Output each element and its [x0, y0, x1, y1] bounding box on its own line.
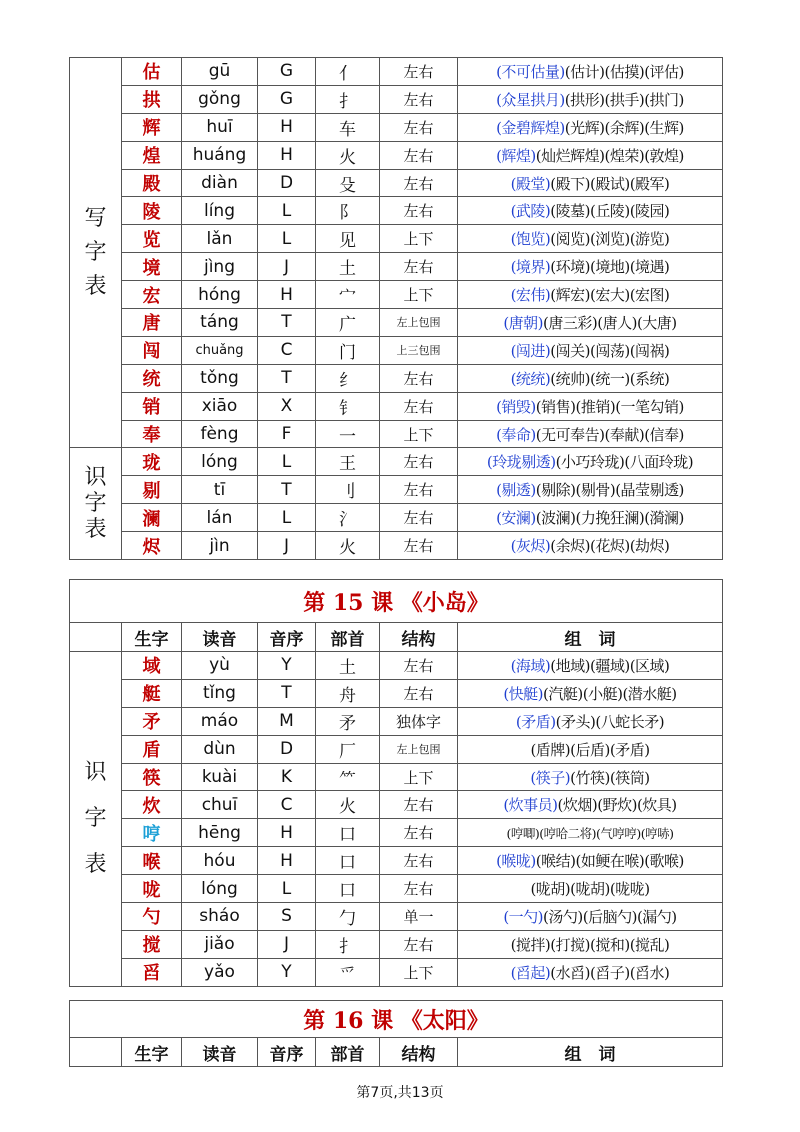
pinyin-cell: jìng — [182, 253, 258, 281]
structure-cell: 上下 — [380, 420, 458, 448]
table-row — [70, 847, 723, 875]
letter-cell: H — [258, 281, 316, 309]
letter-cell: G — [258, 85, 316, 113]
lesson-16-table — [69, 1000, 723, 1067]
char-cell: 宏 — [122, 281, 182, 309]
pinyin-cell: huī — [182, 113, 258, 141]
char-cell: 估 — [122, 58, 182, 86]
pinyin-cell: lǎn — [182, 225, 258, 253]
header-structure: 结构 — [380, 623, 458, 652]
table-row — [70, 141, 723, 169]
radical-cell: 王 — [316, 448, 380, 476]
letter-cell: J — [258, 253, 316, 281]
structure-cell: 左右 — [380, 679, 458, 707]
table-row — [70, 679, 723, 707]
highlight-word: (唐朝) — [503, 313, 544, 332]
category-read-table-char: 字 — [84, 490, 107, 516]
words-cell — [458, 281, 723, 309]
header-radical: 部首 — [316, 623, 380, 652]
words-cell — [458, 958, 723, 986]
letter-cell: L — [258, 504, 316, 532]
char-cell: 境 — [122, 253, 182, 281]
letter-cell: Y — [258, 958, 316, 986]
words-cell — [458, 679, 723, 707]
radical-cell: 宀 — [316, 281, 380, 309]
radical-cell: 勹 — [316, 903, 380, 931]
highlight-word: (快艇) — [503, 684, 544, 703]
radical-cell: 殳 — [316, 169, 380, 197]
other-words: (波澜)(力挽狂澜)(漪澜) — [535, 509, 684, 528]
letter-cell: H — [258, 113, 316, 141]
words-cell — [458, 652, 723, 680]
letter-cell: H — [258, 141, 316, 169]
structure-cell: 左右 — [380, 847, 458, 875]
table-row — [70, 336, 723, 364]
radical-cell: 爫 — [316, 958, 380, 986]
radical-cell: 土 — [316, 253, 380, 281]
structure-cell: 左右 — [380, 253, 458, 281]
structure-cell: 左右 — [380, 392, 458, 420]
other-words: (盾牌)(后盾)(矛盾) — [530, 740, 650, 759]
char-cell: 殿 — [122, 169, 182, 197]
lesson-16-title: 第 16 课 《太阳》 — [70, 1001, 723, 1038]
table-row — [70, 875, 723, 903]
letter-cell: D — [258, 169, 316, 197]
words-cell — [458, 448, 723, 476]
structure-cell: 左右 — [380, 819, 458, 847]
pinyin-cell: tī — [182, 476, 258, 504]
radical-cell: 口 — [316, 875, 380, 903]
letter-cell: T — [258, 309, 316, 337]
radical-cell: 舟 — [316, 679, 380, 707]
table-row — [70, 58, 723, 86]
char-cell: 陵 — [122, 197, 182, 225]
pinyin-cell: huáng — [182, 141, 258, 169]
table-row — [70, 930, 723, 958]
table-row — [70, 735, 723, 763]
header-blank — [70, 1038, 122, 1067]
structure-cell: 独体字 — [380, 707, 458, 735]
highlight-word: (喉咙) — [496, 852, 536, 871]
pinyin-cell: lán — [182, 504, 258, 532]
char-cell: 览 — [122, 225, 182, 253]
highlight-word: (闯进) — [510, 341, 551, 360]
pinyin-cell: dùn — [182, 735, 258, 763]
header-pinyin: 读音 — [182, 623, 258, 652]
table-row — [70, 903, 723, 931]
structure-cell: 左右 — [380, 113, 458, 141]
highlight-word: (灰烬) — [510, 537, 551, 556]
other-words: (统帅)(统一)(系统) — [550, 369, 670, 388]
char-cell: 拱 — [122, 85, 182, 113]
words-cell — [458, 875, 723, 903]
structure-cell: 左上包围 — [380, 735, 458, 763]
words-cell — [458, 735, 723, 763]
pinyin-cell: gū — [182, 58, 258, 86]
highlight-word: (一勺) — [503, 907, 544, 926]
other-words: (拱形)(拱手)(拱门) — [564, 90, 684, 109]
char-cell: 勺 — [122, 903, 182, 931]
table-row — [70, 504, 723, 532]
structure-cell: 上下 — [380, 763, 458, 791]
highlight-word: (海域) — [510, 656, 551, 675]
radical-cell: 火 — [316, 141, 380, 169]
other-words: (咙胡)(咙胡)(咙咙) — [530, 880, 650, 899]
pinyin-cell: diàn — [182, 169, 258, 197]
letter-cell: L — [258, 197, 316, 225]
highlight-word: (销毁) — [496, 397, 536, 416]
highlight-word: (筷子) — [530, 768, 571, 787]
pinyin-cell: chuī — [182, 791, 258, 819]
letter-cell: Y — [258, 652, 316, 680]
highlight-word: (众星拱月) — [496, 90, 565, 109]
words-cell — [458, 392, 723, 420]
letter-cell: G — [258, 58, 316, 86]
char-cell: 剔 — [122, 476, 182, 504]
table-row — [70, 958, 723, 986]
page-footer: 第7页,共13页 — [356, 1085, 444, 1101]
other-words: (哼唧)(哼哈二将)(气哼哼)(哼哧) — [506, 825, 674, 841]
other-words: (汽艇)(小艇)(潜水艇) — [543, 684, 677, 703]
words-cell — [458, 58, 723, 86]
table-row — [70, 652, 723, 680]
words-cell — [458, 819, 723, 847]
letter-cell: C — [258, 791, 316, 819]
radical-cell: 扌 — [316, 930, 380, 958]
char-cell: 烬 — [122, 532, 182, 560]
table-row — [70, 197, 723, 225]
char-cell: 唐 — [122, 309, 182, 337]
other-words: (汤勺)(后脑勺)(漏勺) — [543, 907, 677, 926]
other-words: (小巧玲珑)(八面玲珑) — [555, 453, 694, 472]
words-cell — [458, 532, 723, 560]
letter-cell: K — [258, 763, 316, 791]
char-cell: 筷 — [122, 763, 182, 791]
category-read-table — [70, 448, 122, 560]
structure-cell: 左右 — [380, 85, 458, 113]
words-cell — [458, 225, 723, 253]
char-cell: 艇 — [122, 679, 182, 707]
letter-cell: L — [258, 448, 316, 476]
table-row — [70, 225, 723, 253]
table-row — [70, 476, 723, 504]
letter-cell: J — [258, 532, 316, 560]
letter-cell: C — [258, 336, 316, 364]
words-cell — [458, 336, 723, 364]
other-words: (剔除)(剔骨)(晶莹剔透) — [535, 481, 684, 500]
structure-cell: 左右 — [380, 504, 458, 532]
char-cell: 销 — [122, 392, 182, 420]
category-write-table-char: 表 — [84, 273, 107, 299]
header-char: 生字 — [122, 1038, 182, 1067]
highlight-word: (炊事员) — [503, 796, 558, 815]
radical-cell: 阝 — [316, 197, 380, 225]
structure-cell: 上三包围 — [380, 336, 458, 364]
highlight-word: (金碧辉煌) — [496, 118, 565, 137]
other-words: (辉宏)(宏大)(宏图) — [550, 286, 670, 305]
other-words: (殿下)(殿试)(殿军) — [550, 174, 670, 193]
char-cell: 奉 — [122, 420, 182, 448]
radical-cell: 亻 — [316, 58, 380, 86]
pinyin-cell: máo — [182, 707, 258, 735]
radical-cell: 广 — [316, 309, 380, 337]
words-cell — [458, 903, 723, 931]
header-letter: 音序 — [258, 623, 316, 652]
table-row — [70, 392, 723, 420]
other-words: (阅览)(浏览)(游览) — [550, 230, 670, 249]
table-row — [70, 309, 723, 337]
letter-cell: J — [258, 930, 316, 958]
pinyin-cell: gǒng — [182, 85, 258, 113]
pinyin-cell: hóng — [182, 281, 258, 309]
other-words: (闯关)(闯荡)(闯祸) — [550, 341, 670, 360]
other-words: (销售)(推销)(一笔勾销) — [535, 397, 684, 416]
highlight-word: (玲珑剔透) — [486, 453, 556, 472]
char-cell: 矛 — [122, 707, 182, 735]
structure-cell: 左右 — [380, 141, 458, 169]
highlight-word: (境界) — [510, 258, 551, 277]
table-row — [70, 85, 723, 113]
radical-cell: 见 — [316, 225, 380, 253]
structure-cell: 左右 — [380, 930, 458, 958]
char-cell: 搅 — [122, 930, 182, 958]
radical-cell: ⺮ — [316, 763, 380, 791]
pinyin-cell: táng — [182, 309, 258, 337]
other-words: (陵墓)(丘陵)(陵园) — [550, 202, 670, 221]
letter-cell: L — [258, 875, 316, 903]
header-radical: 部首 — [316, 1038, 380, 1067]
radical-cell: 矛 — [316, 707, 380, 735]
words-cell — [458, 197, 723, 225]
radical-cell: 刂 — [316, 476, 380, 504]
category-read-table-char: 识 — [84, 464, 107, 490]
category-read-table — [70, 652, 122, 987]
other-words: (矛头)(八蛇长矛) — [555, 712, 665, 731]
letter-cell: X — [258, 392, 316, 420]
highlight-word: (宏伟) — [510, 286, 551, 305]
pinyin-cell: jiǎo — [182, 930, 258, 958]
category-write-table-char: 写 — [84, 205, 107, 231]
other-words: (余烬)(花烬)(劫烬) — [550, 537, 670, 556]
other-words: (光辉)(余辉)(生辉) — [564, 118, 684, 137]
letter-cell: S — [258, 903, 316, 931]
radical-cell: 门 — [316, 336, 380, 364]
words-cell — [458, 763, 723, 791]
table-row — [70, 113, 723, 141]
letter-cell: T — [258, 364, 316, 392]
header-words: 组 词 — [458, 623, 723, 652]
other-words: (环境)(境地)(境遇) — [550, 258, 670, 277]
words-cell — [458, 420, 723, 448]
char-cell: 珑 — [122, 448, 182, 476]
lesson-15-title: 第 15 课 《小岛》 — [70, 580, 723, 623]
radical-cell: 纟 — [316, 364, 380, 392]
structure-cell: 上下 — [380, 225, 458, 253]
highlight-word: (奉命) — [496, 425, 536, 444]
radical-cell: 厂 — [316, 735, 380, 763]
other-words: (无可奉告)(奉献)(信奉) — [535, 425, 684, 444]
table-row — [70, 281, 723, 309]
header-char: 生字 — [122, 623, 182, 652]
structure-cell: 左右 — [380, 197, 458, 225]
structure-cell: 左右 — [380, 364, 458, 392]
highlight-word: (统统) — [510, 369, 551, 388]
pinyin-cell: yù — [182, 652, 258, 680]
char-cell: 哼 — [122, 819, 182, 847]
other-words: (搅拌)(打搅)(搅和)(搅乱) — [510, 935, 670, 954]
radical-cell: 钅 — [316, 392, 380, 420]
words-cell — [458, 707, 723, 735]
structure-cell: 左右 — [380, 532, 458, 560]
vocab-table-continued — [69, 57, 723, 560]
pinyin-cell: tǐng — [182, 679, 258, 707]
category-read-table-char: 表 — [84, 516, 107, 542]
highlight-word: (安澜) — [496, 509, 536, 528]
header-words: 组 词 — [458, 1038, 723, 1067]
highlight-word: (剔透) — [496, 481, 536, 500]
pinyin-cell: tǒng — [182, 364, 258, 392]
structure-cell: 左上包围 — [380, 309, 458, 337]
char-cell: 盾 — [122, 735, 182, 763]
other-words: (炊烟)(野炊)(炊具) — [557, 796, 677, 815]
letter-cell: H — [258, 819, 316, 847]
table-row — [70, 169, 723, 197]
char-cell: 炊 — [122, 791, 182, 819]
pinyin-cell: lóng — [182, 875, 258, 903]
structure-cell: 左右 — [380, 448, 458, 476]
category-write-table-char: 字 — [84, 239, 107, 265]
highlight-word: (舀起) — [510, 963, 551, 982]
highlight-word: (辉煌) — [496, 146, 536, 165]
table-row — [70, 819, 723, 847]
words-cell — [458, 113, 723, 141]
radical-cell: 口 — [316, 819, 380, 847]
header-structure: 结构 — [380, 1038, 458, 1067]
highlight-word: (饱览) — [510, 230, 551, 249]
radical-cell: 车 — [316, 113, 380, 141]
table-row — [70, 532, 723, 560]
table-row — [70, 253, 723, 281]
words-cell — [458, 141, 723, 169]
char-cell: 澜 — [122, 504, 182, 532]
char-cell: 煌 — [122, 141, 182, 169]
pinyin-cell: jìn — [182, 532, 258, 560]
words-cell — [458, 85, 723, 113]
table-row — [70, 791, 723, 819]
char-cell: 舀 — [122, 958, 182, 986]
words-cell — [458, 791, 723, 819]
radical-cell: 扌 — [316, 85, 380, 113]
highlight-word: (矛盾) — [515, 712, 556, 731]
words-cell — [458, 476, 723, 504]
letter-cell: T — [258, 476, 316, 504]
lesson-15-table — [69, 579, 723, 987]
char-cell: 闯 — [122, 336, 182, 364]
structure-cell: 左右 — [380, 875, 458, 903]
other-words: (地域)(疆域)(区域) — [550, 656, 670, 675]
highlight-word: (武陵) — [510, 202, 551, 221]
structure-cell: 左右 — [380, 169, 458, 197]
highlight-word: (不可估量) — [496, 62, 565, 81]
header-pinyin: 读音 — [182, 1038, 258, 1067]
structure-cell: 左右 — [380, 791, 458, 819]
other-words: (喉结)(如鲠在喉)(歌喉) — [535, 852, 684, 871]
other-words: (水舀)(舀子)(舀水) — [550, 963, 670, 982]
other-words: (估计)(估摸)(评估) — [564, 62, 684, 81]
header-letter: 音序 — [258, 1038, 316, 1067]
letter-cell: F — [258, 420, 316, 448]
category-write-table — [70, 58, 122, 448]
pinyin-cell: hēng — [182, 819, 258, 847]
radical-cell: 火 — [316, 791, 380, 819]
words-cell — [458, 169, 723, 197]
words-cell — [458, 364, 723, 392]
char-cell: 辉 — [122, 113, 182, 141]
pinyin-cell: hóu — [182, 847, 258, 875]
letter-cell: M — [258, 707, 316, 735]
category-read-table-char: 字 — [84, 805, 107, 831]
highlight-word: (殿堂) — [510, 174, 551, 193]
radical-cell: 一 — [316, 420, 380, 448]
structure-cell: 单一 — [380, 903, 458, 931]
letter-cell: D — [258, 735, 316, 763]
radical-cell: 火 — [316, 532, 380, 560]
table-row — [70, 364, 723, 392]
pinyin-cell: sháo — [182, 903, 258, 931]
table-row — [70, 448, 723, 476]
char-cell: 域 — [122, 652, 182, 680]
char-cell: 咙 — [122, 875, 182, 903]
words-cell — [458, 253, 723, 281]
category-read-table-char: 表 — [84, 851, 107, 877]
radical-cell: 口 — [316, 847, 380, 875]
pinyin-cell: xiāo — [182, 392, 258, 420]
other-words: (灿烂辉煌)(煌荣)(敦煌) — [535, 146, 684, 165]
pinyin-cell: kuài — [182, 763, 258, 791]
radical-cell: 土 — [316, 652, 380, 680]
table-row — [70, 763, 723, 791]
pinyin-cell: lóng — [182, 448, 258, 476]
header-blank — [70, 623, 122, 652]
pinyin-cell: líng — [182, 197, 258, 225]
words-cell — [458, 930, 723, 958]
structure-cell: 左右 — [380, 652, 458, 680]
structure-cell: 左右 — [380, 476, 458, 504]
words-cell — [458, 309, 723, 337]
structure-cell: 上下 — [380, 958, 458, 986]
words-cell — [458, 847, 723, 875]
pinyin-cell: fèng — [182, 420, 258, 448]
char-cell: 喉 — [122, 847, 182, 875]
structure-cell: 左右 — [380, 58, 458, 86]
pinyin-cell: chuǎng — [182, 336, 258, 364]
letter-cell: L — [258, 225, 316, 253]
other-words: (竹筷)(筷筒) — [570, 768, 650, 787]
radical-cell: 氵 — [316, 504, 380, 532]
table-row — [70, 707, 723, 735]
letter-cell: T — [258, 679, 316, 707]
structure-cell: 上下 — [380, 281, 458, 309]
table-row — [70, 420, 723, 448]
letter-cell: H — [258, 847, 316, 875]
pinyin-cell: yǎo — [182, 958, 258, 986]
category-read-table-char: 识 — [84, 759, 107, 785]
char-cell: 统 — [122, 364, 182, 392]
words-cell — [458, 504, 723, 532]
other-words: (唐三彩)(唐人)(大唐) — [543, 313, 677, 332]
